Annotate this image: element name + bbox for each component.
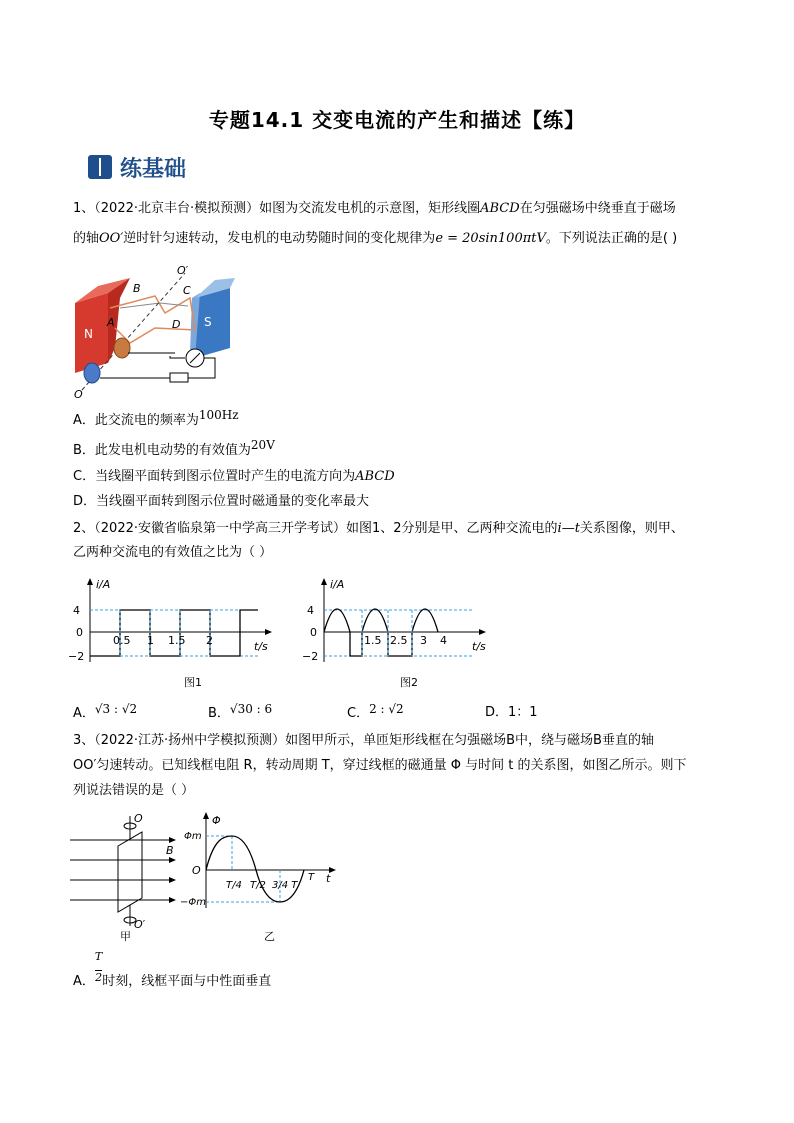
y-tick: −2 — [68, 650, 85, 663]
option-value: 20V — [250, 438, 275, 452]
slip-ring-2 — [84, 363, 100, 383]
q2-line1 — [73, 518, 733, 540]
resistor-icon — [170, 373, 188, 382]
n-label: N — [84, 327, 93, 341]
q1-text: 在匀强磁场中绕垂直于磁场 — [519, 201, 676, 216]
o-prime-label: O′ — [134, 918, 146, 931]
field-arrow — [169, 837, 176, 843]
option-text: 时刻，线框平面与中性面垂直 — [102, 974, 272, 989]
b-label: B — [166, 844, 174, 857]
generator-figure — [70, 258, 245, 400]
half-sine-2 — [362, 609, 388, 632]
q3-option-a[interactable] — [73, 950, 272, 989]
figure-jia — [68, 808, 188, 943]
y-arrow — [87, 578, 93, 585]
x-tick: 3 — [420, 634, 427, 647]
option-value: √30 : 6 — [229, 702, 273, 716]
q2-option-b[interactable] — [208, 703, 272, 724]
half-sine-3 — [412, 609, 438, 632]
s-magnet-face — [195, 288, 230, 358]
x-arrow — [265, 629, 272, 635]
y-tick: 4 — [73, 604, 80, 617]
option-label: A． — [73, 974, 95, 989]
section-title: 练基础 — [120, 156, 187, 182]
q1-equation: e = 20sin100πtV — [435, 231, 546, 246]
option-label: B． — [208, 706, 230, 721]
figure-caption: 图2 — [400, 676, 418, 689]
phim-label: Φm — [184, 831, 202, 842]
x-tick: T — [308, 872, 315, 883]
x-tick: T/2 — [250, 880, 266, 891]
q1-text: 1、（2022·北京丰台·模拟预测）如图为交流发电机的示意图，矩形线圈 — [73, 201, 481, 216]
figure-caption: 图1 — [184, 676, 202, 689]
neg-pulse-1 — [350, 632, 362, 656]
q1-text: 的轴 — [73, 231, 100, 246]
q1-option-b[interactable] — [73, 440, 275, 461]
figure-1 — [68, 574, 278, 689]
o-label: O — [134, 812, 143, 825]
square-wave — [90, 610, 258, 656]
slip-ring-1 — [114, 338, 130, 358]
q1-text: 逆时针匀速转动，发电机的电动势随时间的变化规律为 — [123, 231, 436, 246]
x-tick: 1 — [147, 634, 154, 647]
y-label: i/A — [96, 578, 111, 591]
c-label: C — [183, 284, 191, 297]
option-value: 1：1 — [508, 705, 538, 720]
q1-text: 。下列说法正确的是( ) — [545, 231, 678, 246]
q2-option-c[interactable] — [347, 703, 404, 724]
y-tick: 0 — [310, 626, 317, 639]
option-text: C．当线圈平面转到图示位置时产生的电流方向为 — [73, 469, 356, 484]
option-label: D． — [485, 705, 509, 720]
field-arrow — [169, 897, 176, 903]
q1-var: ABCD — [480, 201, 520, 216]
y-arrow — [321, 578, 327, 585]
x-tick: 1.5 — [168, 634, 186, 647]
book-icon — [88, 155, 112, 179]
q2-option-a[interactable] — [73, 703, 137, 724]
y-label: i/A — [330, 578, 345, 591]
x-tick: 0.5 — [113, 634, 131, 647]
field-arrow — [169, 857, 176, 863]
page-title: 专题14.1 交变电流的产生和描述【练】 — [208, 108, 586, 132]
q1-line1 — [73, 198, 733, 220]
y-tick: 4 — [307, 604, 314, 617]
option-text: B．此发电机电动势的有效值为 — [73, 443, 251, 458]
option-text: A．此交流电的频率为 — [73, 413, 199, 428]
s-label: S — [204, 315, 212, 329]
neg-phim-label: −Φm — [180, 897, 206, 908]
o-label: O — [74, 388, 83, 400]
option-value: 2 : √2 — [369, 702, 404, 716]
y-tick: −2 — [302, 650, 319, 663]
origin-label: O — [192, 864, 201, 877]
option-value: 100Hz — [198, 408, 239, 422]
q1-option-c[interactable] — [73, 467, 395, 487]
y-label: Φ — [212, 814, 221, 827]
fraction-numerator: T — [94, 950, 103, 963]
figure-yi — [180, 808, 340, 943]
figure-caption: 甲 — [120, 930, 131, 943]
q1-option-a[interactable] — [73, 410, 239, 431]
figure-caption: 乙 — [264, 930, 275, 943]
field-arrow — [169, 877, 176, 883]
x-tick: 4 — [440, 634, 447, 647]
q3-line2: OO′匀速转动。已知线框电阻 R，转动周期 T，穿过线框的磁通量 Φ 与时间 t 的关系图，如图乙所示。则下 — [73, 758, 687, 773]
figure-2 — [302, 574, 502, 689]
x-tick: 3/4 T — [272, 880, 298, 891]
option-text: D．当线圈平面转到图示位置时磁通量的变化率最大 — [73, 494, 370, 509]
b-label: B — [133, 282, 141, 295]
q1-line2 — [73, 228, 733, 250]
q1-option-d[interactable] — [73, 492, 369, 512]
wire-2 — [170, 356, 185, 358]
coil — [110, 296, 195, 343]
x-tick: 2 — [206, 634, 213, 647]
option-label: A． — [73, 706, 95, 721]
o-prime-label: O′ — [177, 264, 189, 277]
x-arrow — [479, 629, 486, 635]
fraction-denominator: 2 — [95, 971, 103, 984]
q3-line3: 列说法错误的是（ ） — [73, 783, 195, 798]
q2-option-d[interactable] — [485, 703, 538, 723]
d-label: D — [172, 318, 181, 331]
y-tick: 0 — [76, 626, 83, 639]
option-label: C． — [347, 706, 370, 721]
x-tick: T/4 — [226, 880, 242, 891]
x-label: t — [326, 872, 331, 885]
sine-curve — [206, 836, 304, 902]
q3-line1: 3、（2022·江苏·扬州中学模拟预测）如图甲所示，单匝矩形线框在匀强磁场B中，绕与磁场B垂直的轴 — [73, 733, 654, 748]
option-value: √3 : √2 — [94, 702, 138, 716]
q2-text: 2、（2022·安徽省临泉第一中学高三开学考试）如图1、2分别是甲、乙两种交流电的 — [73, 521, 558, 536]
a-label: A — [107, 316, 115, 329]
option-value: ABCD — [355, 469, 395, 484]
x-label: t/s — [472, 640, 486, 653]
y-arrow — [203, 812, 209, 819]
half-sine-1 — [324, 609, 350, 632]
q2-text: 关系图像，则甲、 — [579, 521, 684, 536]
x-label: t/s — [254, 640, 268, 653]
q2-var: i—t — [557, 521, 580, 536]
x-tick: 1.5 — [364, 634, 382, 647]
q1-var: OO′ — [99, 231, 124, 246]
x-tick: 2.5 — [390, 634, 408, 647]
section-header — [88, 152, 186, 182]
q2-line2: 乙两种交流电的有效值之比为（ ） — [73, 545, 273, 560]
